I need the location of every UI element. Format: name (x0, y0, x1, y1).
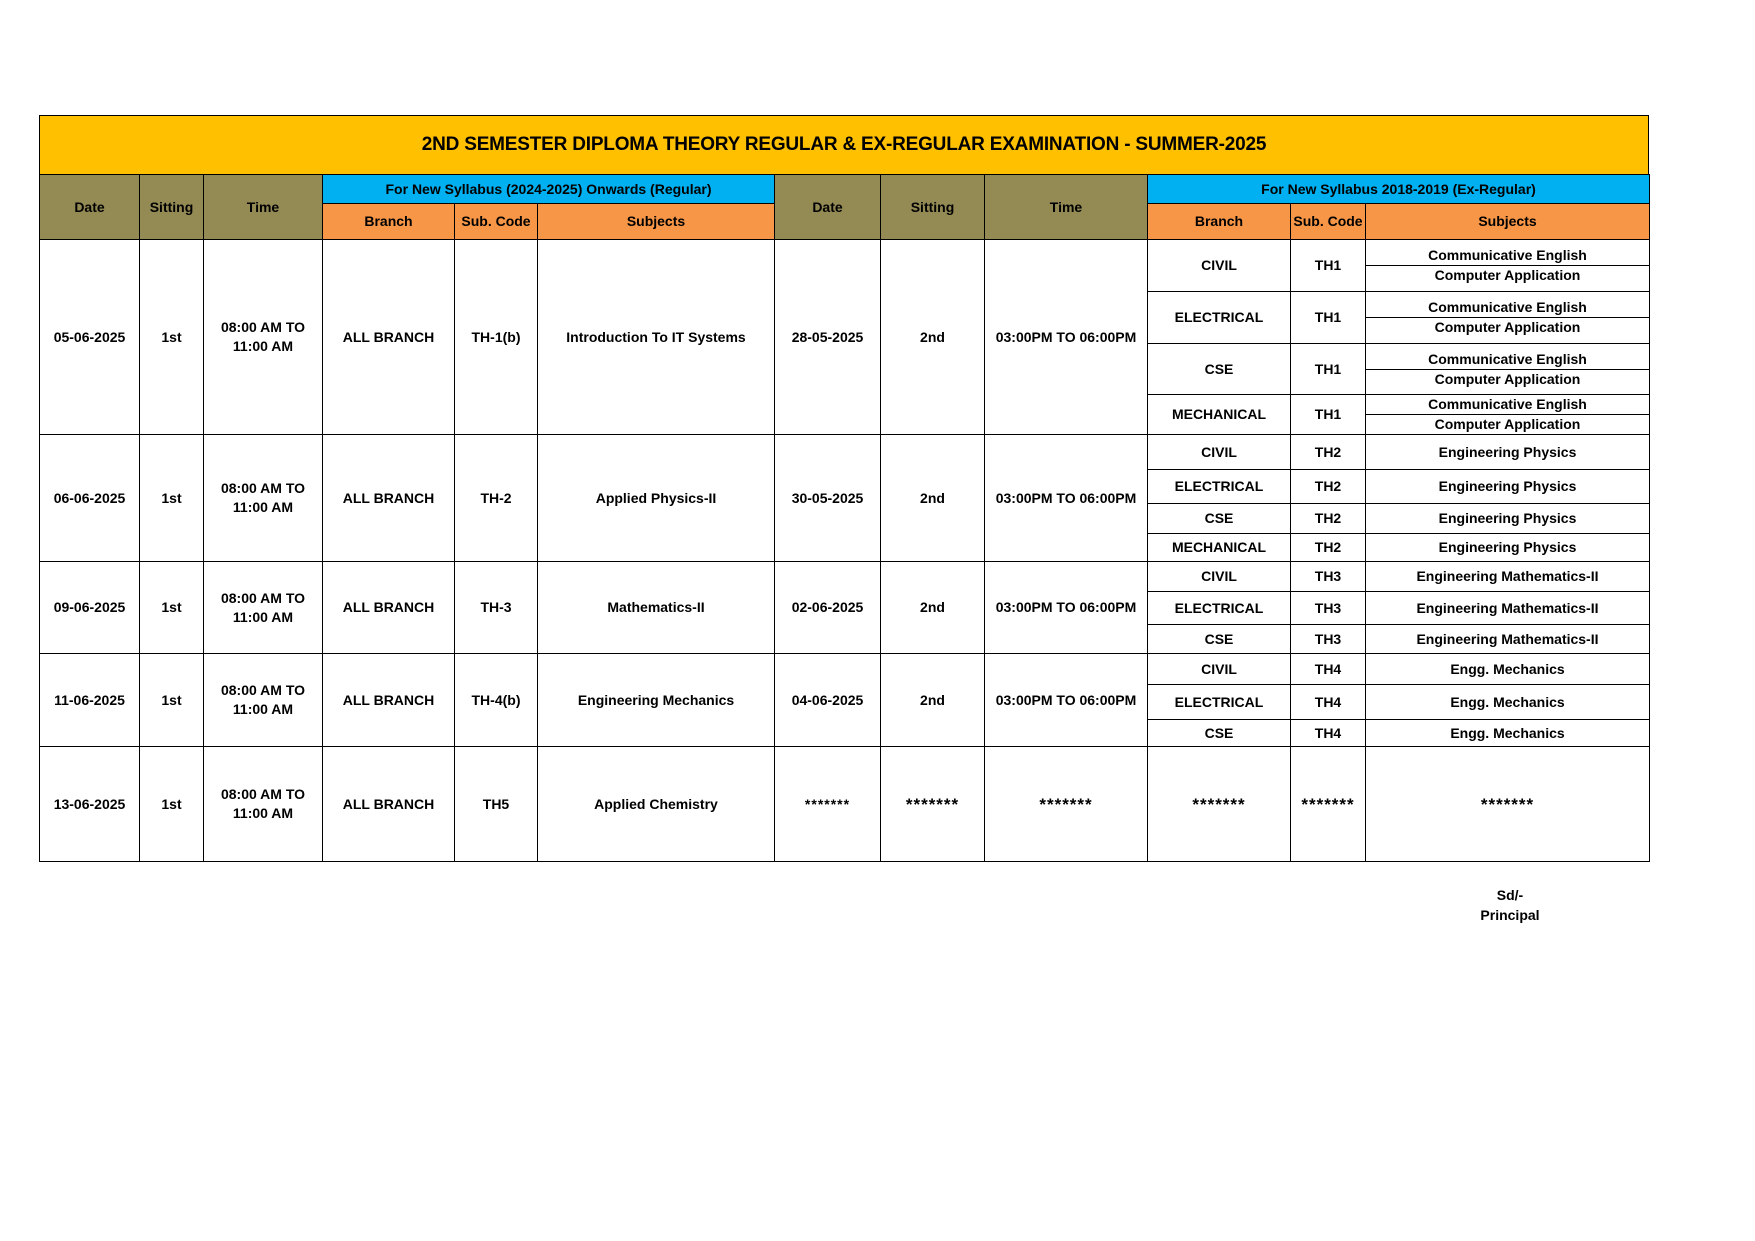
ex-branch: CSE (1148, 625, 1291, 654)
ex-subject: Computer Application (1434, 416, 1581, 432)
ex-subjects-split (1366, 292, 1650, 344)
header-old-syllabus: For New Syllabus 2018-2019 (Ex-Regular) (1148, 175, 1650, 204)
exam-time: 08:00 AM TO 11:00 AM (204, 562, 323, 654)
header-time: Time (204, 175, 323, 240)
ex-sub-code: TH2 (1291, 470, 1366, 504)
ex-subject: Communicative English (1366, 246, 1649, 266)
ex-exam-sitting: 2nd (881, 435, 985, 562)
ex-branch: CSE (1148, 504, 1291, 534)
exam-subject: Introduction To IT Systems (538, 240, 775, 435)
exam-date: 09-06-2025 (40, 562, 140, 654)
exam-date: 13-06-2025 (40, 747, 140, 862)
ex-branch: MECHANICAL (1148, 534, 1291, 562)
ex-exam-sitting: 2nd (881, 562, 985, 654)
ex-sub-code: TH3 (1291, 562, 1366, 592)
exam-date: 06-06-2025 (40, 435, 140, 562)
ex-subject: Computer Application (1434, 370, 1581, 387)
exam-branch: ALL BRANCH (323, 562, 455, 654)
exam-time: 08:00 AM TO 11:00 AM (204, 747, 323, 862)
ex-exam-time: ******* (985, 747, 1148, 862)
ex-sub-code: TH3 (1291, 625, 1366, 654)
ex-exam-sitting: 2nd (881, 654, 985, 747)
ex-subject: Engg. Mechanics (1366, 654, 1650, 685)
ex-branch: CIVIL (1148, 240, 1291, 292)
exam-subject: Applied Chemistry (538, 747, 775, 862)
ex-branch: MECHANICAL (1148, 395, 1291, 435)
ex-sub-code: TH1 (1291, 344, 1366, 395)
ex-sub-code: ******* (1291, 747, 1366, 862)
ex-subject: Communicative English (1366, 350, 1649, 370)
ex-subject: Engineering Physics (1366, 435, 1650, 470)
ex-subject: Computer Application (1434, 319, 1581, 335)
ex-exam-date: 30-05-2025 (775, 435, 881, 562)
exam-branch: ALL BRANCH (323, 435, 455, 562)
exam-sub-code: TH-1(b) (455, 240, 538, 435)
ex-subject: Engineering Mathematics-II (1366, 562, 1650, 592)
exam-time: 08:00 AM TO 11:00 AM (204, 654, 323, 747)
ex-subjects-split (1366, 395, 1650, 435)
ex-subject: Engineering Physics (1366, 470, 1650, 504)
exam-subject: Applied Physics-II (538, 435, 775, 562)
sheet-title: 2ND SEMESTER DIPLOMA THEORY REGULAR & EX-REGULAR EXAMINATION - SUMMER-2025 (39, 115, 1649, 174)
table-row (40, 654, 1650, 685)
exam-time: 08:00 AM TO 11:00 AM (204, 240, 323, 435)
exam-sitting: 1st (140, 435, 204, 562)
exam-sub-code: TH-2 (455, 435, 538, 562)
ex-sub-code: TH4 (1291, 685, 1366, 720)
header-subjects: Subjects (538, 204, 775, 240)
ex-subject: Engg. Mechanics (1366, 685, 1650, 720)
ex-exam-date: ******* (775, 747, 881, 862)
exam-sitting: 1st (140, 654, 204, 747)
ex-branch: CIVIL (1148, 654, 1291, 685)
ex-branch: ******* (1148, 747, 1291, 862)
exam-date: 11-06-2025 (40, 654, 140, 747)
exam-branch: ALL BRANCH (323, 654, 455, 747)
exam-sitting: 1st (140, 240, 204, 435)
ex-subject: Computer Application (1434, 267, 1581, 283)
ex-subject: Communicative English (1366, 298, 1649, 318)
ex-subject: Engineering Mathematics-II (1366, 592, 1650, 625)
table-row (40, 435, 1650, 470)
signature-sd: Sd/- (1496, 887, 1524, 903)
ex-subjects-split (1366, 344, 1650, 395)
header-ex-date: Date (775, 175, 881, 240)
table-row (40, 240, 1650, 292)
exam-subject: Mathematics-II (538, 562, 775, 654)
ex-sub-code: TH2 (1291, 534, 1366, 562)
ex-branch: ELECTRICAL (1148, 592, 1291, 625)
ex-sub-code: TH3 (1291, 592, 1366, 625)
ex-subject: Communicative English (1366, 395, 1649, 415)
exam-sub-code: TH5 (455, 747, 538, 862)
header-sub-code: Sub. Code (455, 204, 538, 240)
ex-subject: Engineering Physics (1366, 534, 1650, 562)
ex-sub-code: TH1 (1291, 292, 1366, 344)
ex-branch: ELECTRICAL (1148, 292, 1291, 344)
ex-sub-code: TH1 (1291, 395, 1366, 435)
ex-subject: ******* (1366, 747, 1650, 862)
header-ex-sitting: Sitting (881, 175, 985, 240)
exam-date: 05-06-2025 (40, 240, 140, 435)
exam-subject: Engineering Mechanics (538, 654, 775, 747)
header-new-syllabus: For New Syllabus (2024-2025) Onwards (Regular) (323, 175, 775, 204)
ex-exam-date: 04-06-2025 (775, 654, 881, 747)
ex-branch: CSE (1148, 720, 1291, 747)
ex-sub-code: TH4 (1291, 720, 1366, 747)
exam-sitting: 1st (140, 747, 204, 862)
exam-schedule-sheet (39, 115, 1649, 862)
ex-branch: CIVIL (1148, 435, 1291, 470)
schedule-body (40, 240, 1650, 862)
signature-principal: Principal (1480, 907, 1540, 923)
ex-exam-date: 28-05-2025 (775, 240, 881, 435)
schedule-table (39, 174, 1650, 862)
exam-time: 08:00 AM TO 11:00 AM (204, 435, 323, 562)
ex-sub-code: TH4 (1291, 654, 1366, 685)
header-sitting: Sitting (140, 175, 204, 240)
ex-branch: CIVIL (1148, 562, 1291, 592)
ex-exam-time: 03:00PM TO 06:00PM (985, 240, 1148, 435)
ex-subject: Engineering Physics (1366, 504, 1650, 534)
exam-branch: ALL BRANCH (323, 747, 455, 862)
header-date: Date (40, 175, 140, 240)
ex-subject: Engineering Mathematics-II (1366, 625, 1650, 654)
exam-sitting: 1st (140, 562, 204, 654)
exam-sub-code: TH-3 (455, 562, 538, 654)
header-ex-subjects: Subjects (1366, 204, 1650, 240)
header-ex-branch: Branch (1148, 204, 1291, 240)
ex-exam-sitting: 2nd (881, 240, 985, 435)
ex-subjects-split (1366, 240, 1650, 292)
table-row (40, 562, 1650, 592)
ex-branch: ELECTRICAL (1148, 685, 1291, 720)
ex-exam-date: 02-06-2025 (775, 562, 881, 654)
exam-sub-code: TH-4(b) (455, 654, 538, 747)
ex-branch: ELECTRICAL (1148, 470, 1291, 504)
ex-branch: CSE (1148, 344, 1291, 395)
ex-exam-time: 03:00PM TO 06:00PM (985, 654, 1148, 747)
ex-exam-time: 03:00PM TO 06:00PM (985, 435, 1148, 562)
header-branch: Branch (323, 204, 455, 240)
ex-exam-time: 03:00PM TO 06:00PM (985, 562, 1148, 654)
header-ex-time: Time (985, 175, 1148, 240)
exam-branch: ALL BRANCH (323, 240, 455, 435)
table-row (40, 747, 1650, 862)
ex-sub-code: TH1 (1291, 240, 1366, 292)
ex-sub-code: TH2 (1291, 435, 1366, 470)
header-ex-sub-code: Sub. Code (1291, 204, 1366, 240)
signature-block (1470, 885, 1550, 925)
ex-exam-sitting: ******* (881, 747, 985, 862)
ex-sub-code: TH2 (1291, 504, 1366, 534)
ex-subject: Engg. Mechanics (1366, 720, 1650, 747)
